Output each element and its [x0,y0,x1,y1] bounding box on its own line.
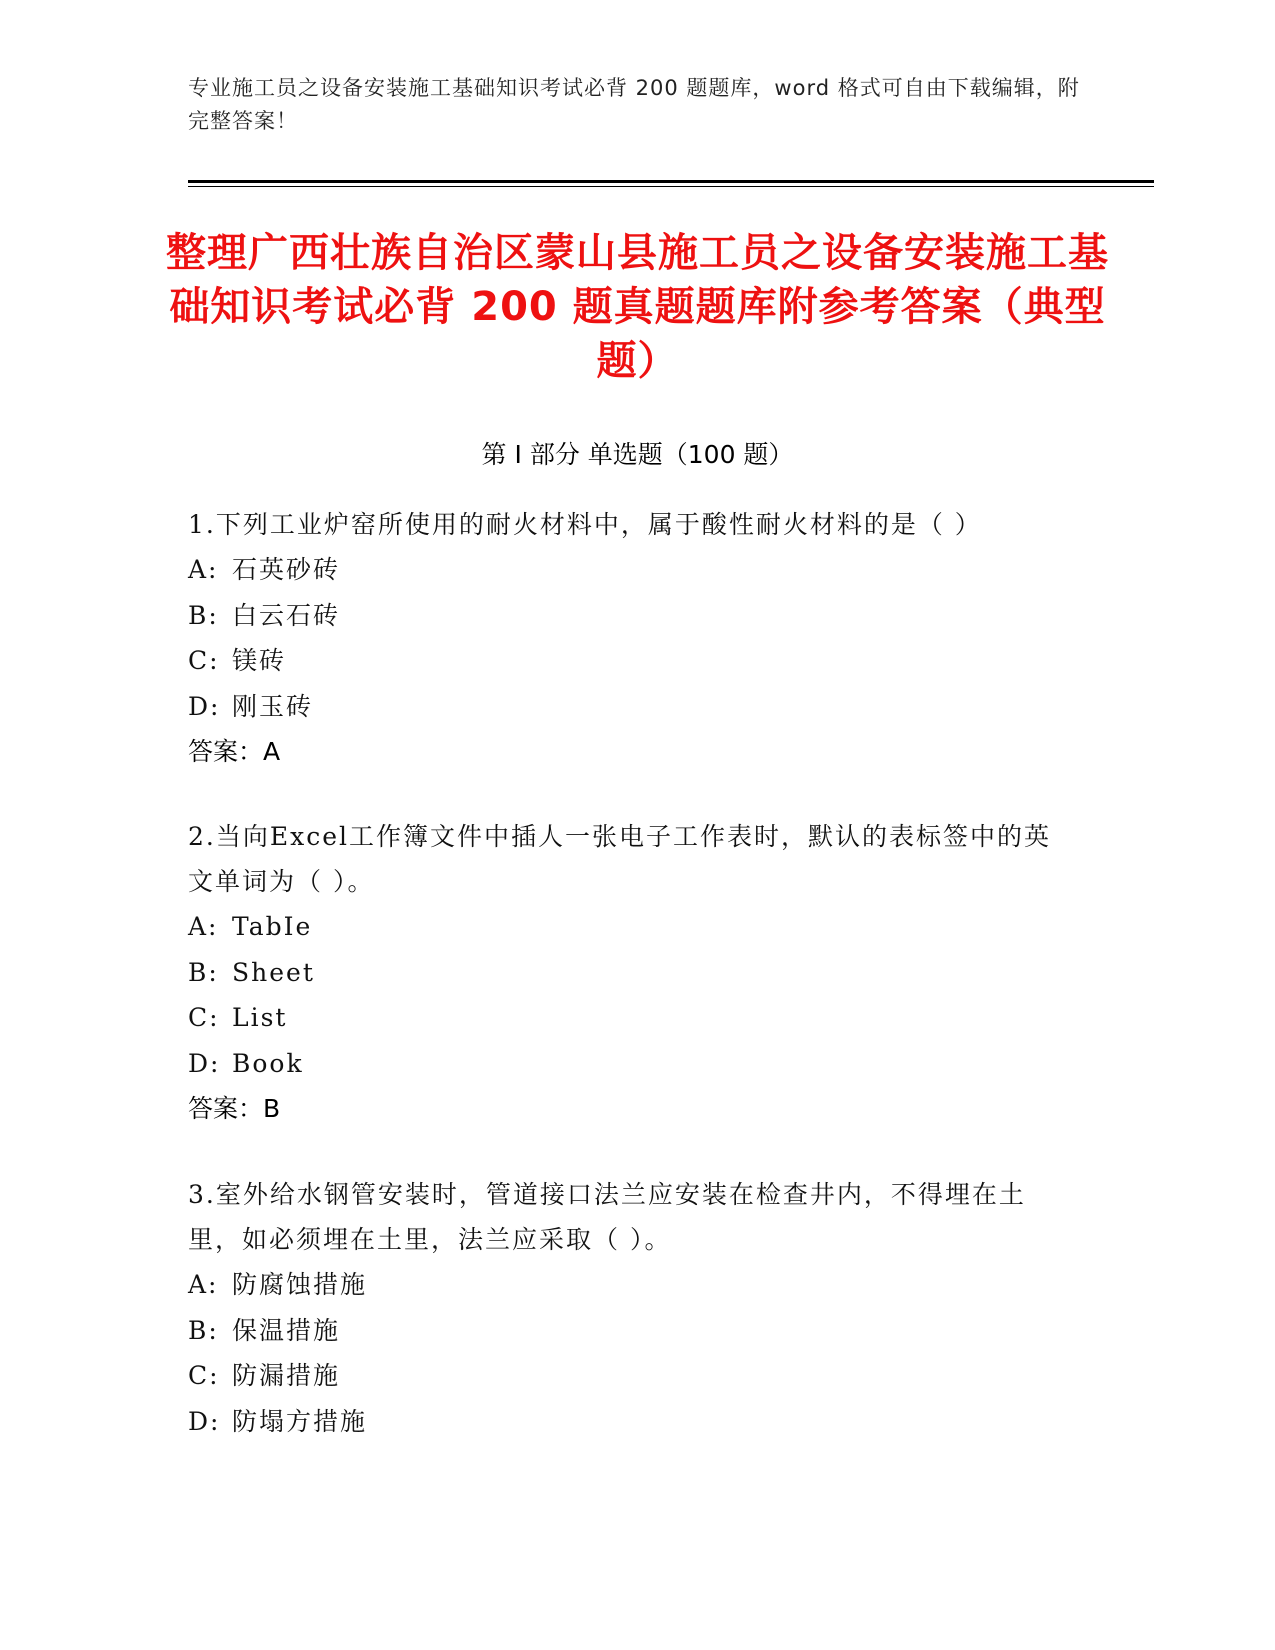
option-b [188,950,1068,996]
option-letter: D: [188,691,221,721]
question-stem: 2.当向Excel工作簿文件中插人一张电子工作表时，默认的表标签中的英文单词为（ ）。 [188,822,1051,896]
option-letter: B: [188,957,219,987]
option-text: 刚玉砖 [232,691,314,721]
option-text: 镁砖 [232,646,287,675]
question-3 [188,1172,1068,1444]
option-a [188,547,1068,593]
option-text: 石英砂砖 [232,555,341,584]
header-divider-thin [188,186,1154,187]
option-letter: B: [188,600,219,630]
option-d [188,684,1068,730]
option-text: 防塌方措施 [232,1406,368,1436]
option-c [188,1353,1068,1399]
document-title: 整理广西壮族自治区蒙山县施工员之设备安装施工基础知识考试必背 200 题真题题库附参考答案（典型题） [166,230,1109,384]
option-a [188,904,1068,950]
option-text: Sheet [232,957,315,987]
answer-line: 答案：A [188,737,281,766]
option-text: 保温措施 [232,1315,341,1345]
option-letter: C: [188,646,220,675]
option-c [188,995,1068,1041]
option-d [188,1041,1068,1087]
option-b [188,593,1068,639]
option-text: 防漏措施 [232,1361,341,1390]
option-letter: A: [188,1270,219,1299]
option-d [188,1399,1068,1445]
option-c [188,638,1068,684]
header-note: 专业施工员之设备安装施工基础知识考试必背 200 题题库，word 格式可自由下载编辑，附完整答案！ [188,76,1080,133]
option-a [188,1262,1068,1308]
answer-line: 答案：B [188,1094,281,1123]
question-stem: 3.室外给水钢管安装时，管道接口法兰应安装在检查井内，不得埋在土里，如必须埋在土里，法兰应采取（ ）。 [188,1180,1026,1254]
option-b [188,1308,1068,1354]
option-letter: A: [188,555,219,584]
section-heading: 第 I 部分 单选题（100 题） [481,440,794,469]
option-text: TabIe [232,912,313,941]
question-stem: 1.下列工业炉窑所使用的耐火材料中，属于酸性耐火材料的是（ ） [188,510,982,539]
option-letter: D: [188,1048,221,1078]
option-letter: D: [188,1406,221,1436]
option-text: 白云石砖 [232,600,341,630]
header-divider-thick [188,180,1154,183]
option-letter: C: [188,1003,220,1032]
option-letter: C: [188,1361,220,1390]
option-letter: B: [188,1315,219,1345]
option-letter: A: [188,912,219,941]
option-text: 防腐蚀措施 [232,1270,368,1299]
question-2 [188,814,1068,1131]
option-text: Book [232,1048,304,1078]
option-text: List [232,1003,288,1032]
question-1 [188,502,1068,774]
